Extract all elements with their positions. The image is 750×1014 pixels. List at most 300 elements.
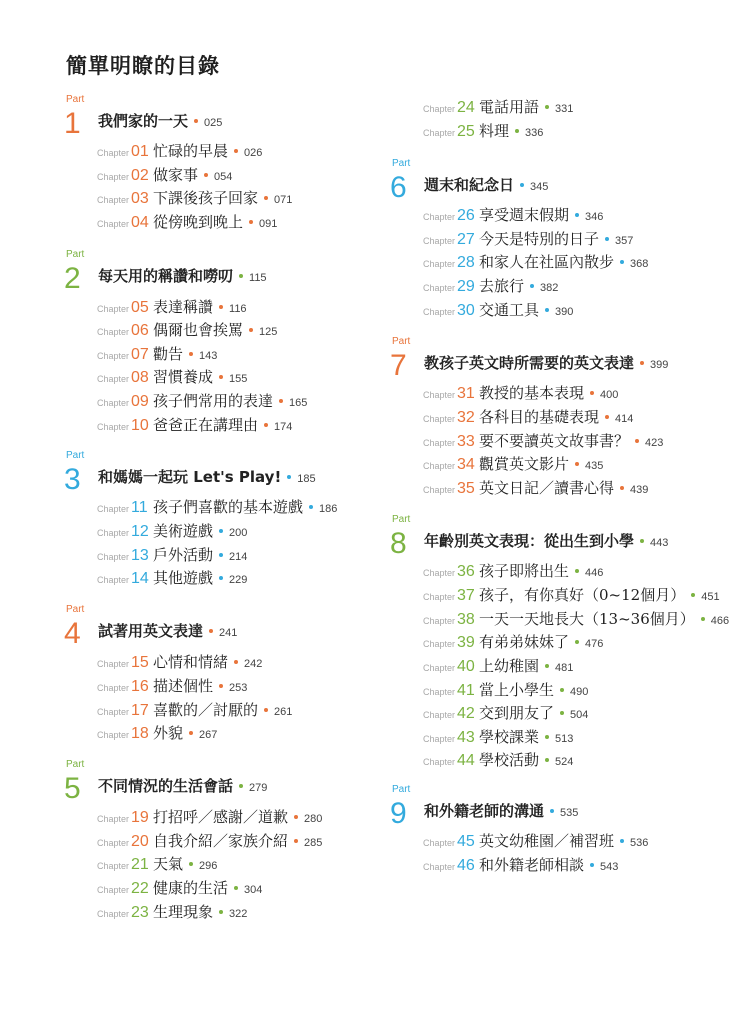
page-number: 543 [600,861,619,873]
part-title-text: 試著用英文表達 [98,622,204,640]
chapter-label: Chapter [97,909,130,919]
bullet-dot-icon [640,539,644,543]
chapter-title-text: 學校活動 [479,751,540,769]
bullet-dot-icon [545,664,549,668]
chapter-title-text: 孩子即將出生 [479,562,570,580]
chapter-title [153,321,277,341]
chapter-title [479,728,573,748]
chapter-title-text: 孩子們常用的表達 [153,392,274,410]
chapter-title [153,903,247,923]
chapter-number: 18 [131,725,149,742]
chapter-label: Chapter [97,683,130,693]
chapter-title [479,562,603,582]
chapter-number: 11 [131,499,148,516]
part-label: Part [392,784,411,795]
chapter-title [479,301,573,321]
bullet-dot-icon [575,640,579,644]
chapter-label: Chapter [423,568,456,578]
part-title-text: 不同情況的生活會話 [98,777,234,795]
chapter-number: 25 [457,123,475,140]
page-number: 200 [229,527,248,539]
chapter-number: 39 [457,634,475,651]
chapter-label: Chapter [423,128,456,138]
chapter-label: Chapter [423,212,456,222]
bullet-dot-icon [545,758,549,762]
page-number: 214 [229,551,248,563]
chapter-number: 16 [131,678,149,695]
chapter-number: 37 [457,587,475,604]
chapter-title-text: 有弟弟妹妹了 [479,633,570,651]
chapter-label: Chapter [97,172,130,182]
page-number: 466 [710,615,730,627]
bullet-dot-icon [234,886,238,890]
chapter-title-text: 孩子，有你真好（0~12個月） [479,586,686,604]
chapter-title [479,479,648,499]
page-number: 143 [199,350,218,362]
bullet-dot-icon [530,284,534,288]
chapter-label: Chapter [423,639,456,649]
bullet-dot-icon [635,439,639,443]
chapter-title-text: 去旅行 [479,277,525,295]
page-number: 280 [304,813,323,825]
chapter-title [153,808,322,828]
page-number: 026 [244,147,263,159]
page-number: 331 [555,103,574,115]
chapter-title [153,855,217,875]
chapter-title [153,142,262,162]
part-title-text: 年齡別英文表現：從出生到小學 [424,532,635,550]
chapter-label: Chapter [97,838,130,848]
part-label: Part [392,336,411,347]
page-number: 336 [525,127,544,139]
chapter-title [153,498,337,518]
chapter-label: Chapter [97,504,130,514]
chapter-label: Chapter [423,710,456,720]
bullet-dot-icon [545,735,549,739]
page-number: 535 [560,807,579,819]
page-number: 267 [199,729,218,741]
bullet-dot-icon [620,486,624,490]
chapter-label: Chapter [97,219,130,229]
bullet-dot-icon [239,784,243,788]
chapter-title-text: 戶外活動 [153,546,214,564]
chapter-label: Chapter [423,862,456,872]
bullet-dot-icon [189,862,193,866]
page-number: 174 [274,421,293,433]
bullet-dot-icon [691,593,695,597]
chapter-number: 13 [131,547,149,564]
chapter-title [153,368,247,388]
chapter-label: Chapter [97,398,130,408]
chapter-title [153,569,247,589]
chapter-number: 46 [457,857,475,874]
chapter-title [479,206,603,226]
chapter-title-text: 交通工具 [479,301,540,319]
chapter-title-text: 打招呼／感謝／道歉 [153,808,289,826]
bullet-dot-icon [640,361,644,365]
chapter-title-text: 天氣 [153,855,184,873]
chapter-title-text: 喜歡的／討厭的 [153,701,259,719]
bullet-dot-icon [264,423,268,427]
bullet-dot-icon [219,576,223,580]
chapter-label: Chapter [97,707,130,717]
chapter-label: Chapter [423,734,456,744]
chapter-number: 12 [131,523,149,540]
chapter-title [479,610,729,630]
chapter-title-text: 生理現象 [153,903,214,921]
part-number: 3 [64,463,81,496]
chapter-title-text: 描述個性 [153,677,214,695]
chapter-label: Chapter [97,528,130,538]
chapter-number: 01 [131,143,149,160]
chapter-title-text: 各科目的基礎表現 [479,408,600,426]
bullet-dot-icon [209,629,213,633]
page-number: 504 [570,709,589,721]
chapter-number: 35 [457,480,475,497]
part-title[interactable] [424,176,548,196]
chapter-number: 17 [131,702,149,719]
chapter-title-text: 自我介紹／家族介紹 [153,832,289,850]
part-title-text: 教孩子英文時所需要的英文表達 [424,354,635,372]
page-number: 242 [244,658,263,670]
bullet-dot-icon [560,688,564,692]
chapter-title-text: 教授的基本表現 [479,384,585,402]
chapter-number: 32 [457,409,475,426]
bullet-dot-icon [550,809,554,813]
part-title[interactable] [424,354,668,374]
page-number: 357 [615,235,634,247]
chapter-title [153,701,292,721]
bullet-dot-icon [219,684,223,688]
chapter-title-text: 學校課業 [479,728,540,746]
chapter-label: Chapter [97,575,130,585]
part-number: 7 [390,349,407,382]
bullet-dot-icon [590,863,594,867]
chapter-number: 30 [457,302,475,319]
chapter-title-text: 心情和情緒 [153,653,229,671]
chapter-number: 07 [131,346,149,363]
chapter-number: 44 [457,752,475,769]
chapter-label: Chapter [423,592,456,602]
chapter-title-text: 勸告 [153,345,184,363]
chapter-number: 24 [457,99,475,116]
bullet-dot-icon [590,391,594,395]
chapter-number: 29 [457,278,475,295]
chapter-title-text: 其他遊戲 [153,569,214,587]
part-label: Part [66,249,85,260]
bullet-dot-icon [234,149,238,153]
page-number: 322 [229,908,248,920]
chapter-number: 38 [457,611,475,628]
part-title[interactable] [98,622,237,642]
chapter-title-text: 下課後孩子回家 [153,189,259,207]
bullet-dot-icon [294,839,298,843]
page-number: 165 [289,397,308,409]
chapter-number: 40 [457,658,475,675]
part-title[interactable] [98,267,267,287]
chapter-title-text: 英文日記／讀書心得 [479,479,615,497]
bullet-dot-icon [219,553,223,557]
chapter-title [479,98,573,118]
chapter-title [153,189,292,209]
chapter-number: 05 [131,299,149,316]
chapter-title [479,230,633,250]
part-title-text: 和外籍老師的溝通 [424,802,545,820]
part-number: 9 [390,797,407,830]
chapter-number: 45 [457,833,475,850]
chapter-title [153,879,262,899]
chapter-title-text: 忙碌的早晨 [153,142,229,160]
part-label: Part [66,604,85,615]
bullet-dot-icon [701,617,705,621]
page-number: 423 [645,437,664,449]
chapter-number: 10 [131,417,149,434]
bullet-dot-icon [204,173,208,177]
page-number: 451 [701,591,720,603]
bullet-dot-icon [575,569,579,573]
chapter-number: 27 [457,231,475,248]
chapter-title-text: 從傍晚到晚上 [153,213,244,231]
chapter-number: 19 [131,809,149,826]
chapter-label: Chapter [97,374,130,384]
page-number: 125 [259,326,278,338]
chapter-title [479,455,603,475]
chapter-label: Chapter [97,552,130,562]
chapter-label: Chapter [423,390,456,400]
page-number: 155 [229,373,248,385]
page-number: 025 [204,117,223,129]
bullet-dot-icon [287,475,291,479]
chapter-number: 34 [457,456,475,473]
chapter-title-text: 和家人在社區內散步 [479,253,615,271]
chapter-label: Chapter [97,885,130,895]
page-number: 476 [585,638,604,650]
chapter-number: 15 [131,654,149,671]
bullet-dot-icon [545,308,549,312]
chapter-number: 42 [457,705,475,722]
chapter-number: 33 [457,433,475,450]
part-label: Part [66,94,85,105]
bullet-dot-icon [239,274,243,278]
page-number: 446 [585,567,604,579]
page-number: 241 [219,627,238,639]
page-number: 490 [570,686,589,698]
page-number: 382 [540,282,559,294]
chapter-number: 14 [131,570,149,587]
chapter-label: Chapter [423,438,456,448]
chapter-title [479,253,648,273]
page-number: 536 [630,837,649,849]
page-number: 285 [304,837,323,849]
chapter-title [479,751,573,771]
bullet-dot-icon [560,711,564,715]
bullet-dot-icon [545,105,549,109]
chapter-label: Chapter [97,422,130,432]
chapter-title-text: 電話用語 [479,98,540,116]
part-number: 4 [64,617,81,650]
page-number: 253 [229,682,248,694]
chapter-title [153,392,307,412]
page-number: 229 [229,574,248,586]
chapter-label: Chapter [423,485,456,495]
chapter-number: 20 [131,833,149,850]
chapter-title [153,724,217,744]
chapter-title [153,522,247,542]
part-title[interactable] [98,112,222,132]
chapter-title [479,586,720,606]
chapter-label: Chapter [423,414,456,424]
bullet-dot-icon [515,129,519,133]
chapter-number: 36 [457,563,475,580]
chapter-title-text: 享受週末假期 [479,206,570,224]
bullet-dot-icon [264,708,268,712]
page-number: 524 [555,756,574,768]
bullet-dot-icon [294,815,298,819]
chapter-title [153,832,322,852]
chapter-title [479,384,618,404]
part-title[interactable] [424,532,668,552]
chapter-number: 22 [131,880,149,897]
part-number: 5 [64,772,81,805]
page-number: 400 [600,389,619,401]
chapter-label: Chapter [423,283,456,293]
bullet-dot-icon [219,529,223,533]
bullet-dot-icon [520,183,524,187]
bullet-dot-icon [575,213,579,217]
bullet-dot-icon [234,660,238,664]
chapter-title [153,546,247,566]
part-title[interactable] [98,468,316,488]
part-number: 2 [64,262,81,295]
part-title[interactable] [98,777,267,797]
page-number: 399 [650,359,669,371]
chapter-label: Chapter [97,148,130,158]
chapter-label: Chapter [423,616,456,626]
part-label: Part [392,158,411,169]
chapter-label: Chapter [97,814,130,824]
chapter-title-text: 美術遊戲 [153,522,214,540]
chapter-title [153,345,217,365]
page-number: 304 [244,884,263,896]
page-number: 296 [199,860,218,872]
chapter-label: Chapter [423,307,456,317]
page-number: 279 [249,782,268,794]
page-number: 115 [249,272,267,284]
page-number: 481 [555,662,574,674]
chapter-title [479,657,573,677]
bullet-dot-icon [249,328,253,332]
part-label: Part [66,450,85,461]
chapter-title-text: 要不要讀英文故事書？ [479,432,630,450]
chapter-title-text: 英文幼稚園／補習班 [479,832,615,850]
chapter-label: Chapter [97,327,130,337]
bullet-dot-icon [575,462,579,466]
bullet-dot-icon [189,352,193,356]
chapter-title-text: 習慣養成 [153,368,214,386]
chapter-label: Chapter [423,104,456,114]
part-title-text: 每天用的稱讚和嘮叨 [98,267,234,285]
bullet-dot-icon [620,839,624,843]
chapter-number: 41 [457,682,475,699]
bullet-dot-icon [194,119,198,123]
chapter-number: 08 [131,369,149,386]
chapter-label: Chapter [423,259,456,269]
bullet-dot-icon [189,731,193,735]
chapter-title [479,122,543,142]
page-number: 346 [585,211,604,223]
chapter-title-text: 孩子們喜歡的基本遊戲 [153,498,304,516]
chapter-label: Chapter [423,236,456,246]
page-number: 261 [274,706,293,718]
page-number: 071 [274,194,293,206]
chapter-title [479,277,558,297]
part-title[interactable] [424,802,578,822]
page-number: 439 [630,484,649,496]
page-number: 414 [615,413,634,425]
page-number: 435 [585,460,604,472]
page-number: 345 [530,181,549,193]
bullet-dot-icon [219,305,223,309]
chapter-title-text: 做家事 [153,166,199,184]
chapter-number: 28 [457,254,475,271]
chapter-title [479,681,588,701]
part-title-text: 我們家的一天 [98,112,189,130]
chapter-number: 06 [131,322,149,339]
chapter-title [479,408,633,428]
chapter-title-text: 爸爸正在講理由 [153,416,259,434]
chapter-number: 04 [131,214,149,231]
part-number: 8 [390,527,407,560]
chapter-label: Chapter [97,659,130,669]
chapter-number: 21 [131,856,149,873]
chapter-title-text: 交到朋友了 [479,704,555,722]
chapter-label: Chapter [423,687,456,697]
chapter-number: 09 [131,393,149,410]
chapter-title [479,633,603,653]
chapter-title-text: 表達稱讚 [153,298,214,316]
chapter-title-text: 一天一天地長大（13~36個月） [479,610,695,628]
chapter-number: 43 [457,729,475,746]
chapter-number: 02 [131,167,149,184]
page-number: 513 [555,733,574,745]
chapter-title-text: 上幼稚園 [479,657,540,675]
bullet-dot-icon [249,220,253,224]
chapter-label: Chapter [97,351,130,361]
bullet-dot-icon [309,505,313,509]
chapter-title [153,298,247,318]
chapter-title [479,832,648,852]
page-number: 116 [229,303,247,315]
page-title: 簡單明瞭的目錄 [66,54,220,78]
chapter-title-text: 今天是特別的日子 [479,230,600,248]
page-number: 054 [214,171,233,183]
bullet-dot-icon [219,910,223,914]
page-number: 390 [555,306,574,318]
chapter-title [153,213,277,233]
page-number: 186 [319,503,338,515]
chapter-title [153,677,247,697]
bullet-dot-icon [264,196,268,200]
chapter-title [153,416,292,436]
bullet-dot-icon [605,237,609,241]
page-number: 443 [650,537,669,549]
bullet-dot-icon [279,399,283,403]
part-number: 1 [64,107,81,140]
chapter-number: 26 [457,207,475,224]
chapter-label: Chapter [423,461,456,471]
chapter-title-text: 觀賞英文影片 [479,455,570,473]
chapter-number: 31 [457,385,475,402]
